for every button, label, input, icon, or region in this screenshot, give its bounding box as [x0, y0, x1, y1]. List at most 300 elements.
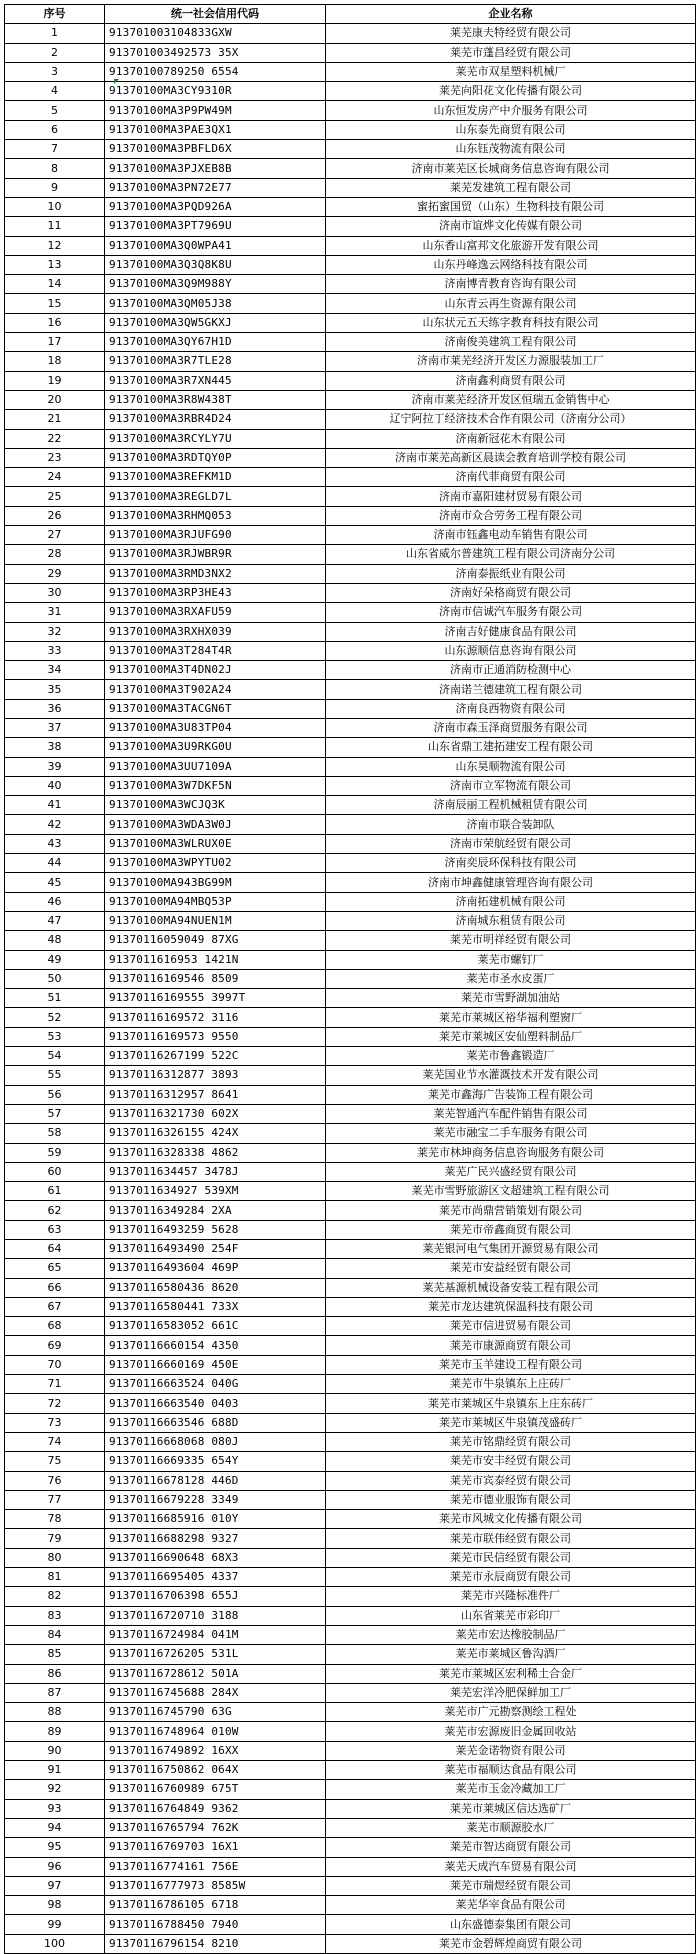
row-credit-code: 91370100MA3T4DN02J — [105, 661, 326, 680]
row-company-name: 莱芜市牛泉镇东上庄砖厂 — [326, 1375, 696, 1394]
row-credit-code: 91370100MA94NUEN1M — [105, 911, 326, 930]
row-company-name: 莱芜市莱城区信达选矿厂 — [326, 1799, 696, 1818]
row-credit-code: 91370100MA3QM05J38 — [105, 294, 326, 313]
table-row — [5, 1838, 696, 1857]
row-company-name: 济南鑫利商贸有限公司 — [326, 371, 696, 390]
row-company-name: 济南好朵格商贸有限公司 — [326, 583, 696, 602]
table-row — [5, 1432, 696, 1451]
row-serial-number: 89 — [5, 1722, 105, 1741]
row-credit-code: 91370100MA3WCJQ3K — [105, 796, 326, 815]
table-body — [5, 24, 696, 1954]
row-credit-code: 91370116695405 4337 — [105, 1568, 326, 1587]
row-credit-code: 91370116748964 010W — [105, 1722, 326, 1741]
row-company-name: 莱芜市安丰经贸有限公司 — [326, 1452, 696, 1471]
table-row — [5, 1201, 696, 1220]
table-row — [5, 989, 696, 1008]
row-serial-number: 54 — [5, 1047, 105, 1066]
row-serial-number: 9 — [5, 178, 105, 197]
row-credit-code: 91370116169555 3997T — [105, 989, 326, 1008]
row-credit-code: 91370116777973 8585W — [105, 1876, 326, 1895]
row-serial-number: 2 — [5, 43, 105, 62]
row-credit-code: 91370100MA943BG99M — [105, 873, 326, 892]
row-serial-number: 57 — [5, 1104, 105, 1123]
row-credit-code: 91370100MA3TACGN6T — [105, 699, 326, 718]
row-company-name: 莱芜市融宝二手车服务有限公司 — [326, 1124, 696, 1143]
table-row — [5, 255, 696, 274]
row-company-name: 莱芜市雪野湖加油站 — [326, 989, 696, 1008]
table-row — [5, 834, 696, 853]
table-row — [5, 1066, 696, 1085]
row-credit-code: 91370100MA3PT7969U — [105, 217, 326, 236]
table-row — [5, 776, 696, 795]
row-serial-number: 30 — [5, 583, 105, 602]
row-serial-number: 43 — [5, 834, 105, 853]
row-credit-code: 91370100MA3WDA3W0J — [105, 815, 326, 834]
row-serial-number: 28 — [5, 545, 105, 564]
row-credit-code: 91370116660169 450E — [105, 1355, 326, 1374]
row-credit-code: 91370116663524 040G — [105, 1375, 326, 1394]
table-row — [5, 448, 696, 467]
header-row — [5, 5, 696, 24]
row-company-name: 济南俊美建筑工程有限公司 — [326, 333, 696, 352]
row-serial-number: 25 — [5, 487, 105, 506]
row-serial-number: 72 — [5, 1394, 105, 1413]
row-company-name: 山东源顺信息咨询有限公司 — [326, 641, 696, 660]
row-company-name: 莱芜市信进贸易有限公司 — [326, 1317, 696, 1336]
row-serial-number: 22 — [5, 429, 105, 448]
row-company-name: 莱芜市莱城区牛泉镇东上庄东砖厂 — [326, 1394, 696, 1413]
row-credit-code: 91370116583052 661C — [105, 1317, 326, 1336]
table-row — [5, 294, 696, 313]
row-company-name: 济南市莱芜高新区晨读会教育培训学校有限公司 — [326, 448, 696, 467]
table-row — [5, 429, 696, 448]
row-company-name: 山东省鼎工建拓建安工程有限公司 — [326, 738, 696, 757]
row-company-name: 莱芜向阳花文化传播有限公司 — [326, 82, 696, 101]
row-company-name: 莱芜市帝鑫商贸有限公司 — [326, 1220, 696, 1239]
row-company-name: 莱芜市宏达橡胶制品厂 — [326, 1625, 696, 1644]
table-row — [5, 545, 696, 564]
table-row — [5, 1741, 696, 1760]
row-credit-code: 91370116728612 501A — [105, 1664, 326, 1683]
row-company-name: 莱芜市玉金冷藏加工厂 — [326, 1780, 696, 1799]
table-row — [5, 1529, 696, 1548]
table-row — [5, 1104, 696, 1123]
table-row — [5, 1915, 696, 1934]
row-company-name: 济南市荣航经贸有限公司 — [326, 834, 696, 853]
row-company-name: 莱芜市瑞煜经贸有限公司 — [326, 1876, 696, 1895]
table-row — [5, 1394, 696, 1413]
row-credit-code: 91370116169546 8509 — [105, 969, 326, 988]
row-company-name: 济南拓建机械有限公司 — [326, 892, 696, 911]
row-serial-number: 42 — [5, 815, 105, 834]
table-row — [5, 410, 696, 429]
row-serial-number: 59 — [5, 1143, 105, 1162]
row-serial-number: 16 — [5, 313, 105, 332]
row-credit-code: 91370116720710 3188 — [105, 1606, 326, 1625]
table-row — [5, 275, 696, 294]
row-company-name: 济南市众合劳务工程有限公司 — [326, 506, 696, 525]
row-company-name: 莱芜市康源商贸有限公司 — [326, 1336, 696, 1355]
row-serial-number: 29 — [5, 564, 105, 583]
row-credit-code: 91370116660154 4350 — [105, 1336, 326, 1355]
row-serial-number: 90 — [5, 1741, 105, 1760]
row-serial-number: 81 — [5, 1568, 105, 1587]
row-company-name: 莱芜市顺源胶水厂 — [326, 1818, 696, 1837]
row-credit-code: 91370100MA3QY67H1D — [105, 333, 326, 352]
row-serial-number: 3 — [5, 62, 105, 81]
row-serial-number: 20 — [5, 390, 105, 409]
row-serial-number: 93 — [5, 1799, 105, 1818]
table-row — [5, 950, 696, 969]
row-company-name: 济南市坤鑫健康管理咨询有限公司 — [326, 873, 696, 892]
row-serial-number: 5 — [5, 101, 105, 120]
table-row — [5, 680, 696, 699]
row-credit-code: 91370100MA3REGLD7L — [105, 487, 326, 506]
row-serial-number: 78 — [5, 1510, 105, 1529]
row-company-name: 济南市立军物流有限公司 — [326, 776, 696, 795]
row-credit-code: 91370116685916 010Y — [105, 1510, 326, 1529]
row-serial-number: 6 — [5, 120, 105, 139]
table-row — [5, 1413, 696, 1432]
table-row — [5, 1355, 696, 1374]
table-row — [5, 1124, 696, 1143]
row-credit-code: 91370116726205 531L — [105, 1645, 326, 1664]
table-row — [5, 333, 696, 352]
row-serial-number: 55 — [5, 1066, 105, 1085]
table-row — [5, 796, 696, 815]
table-row — [5, 1761, 696, 1780]
row-serial-number: 21 — [5, 410, 105, 429]
row-credit-code: 91370100MA3PJXEB8B — [105, 159, 326, 178]
row-serial-number: 84 — [5, 1625, 105, 1644]
row-credit-code: 91370100MA3PQD926A — [105, 197, 326, 216]
row-credit-code: 91370116764849 9362 — [105, 1799, 326, 1818]
row-company-name: 莱芜市圣水皮蛋厂 — [326, 969, 696, 988]
row-serial-number: 67 — [5, 1297, 105, 1316]
row-company-name: 莱芜市风城文化传播有限公司 — [326, 1510, 696, 1529]
table-row — [5, 854, 696, 873]
table-row — [5, 371, 696, 390]
row-serial-number: 77 — [5, 1490, 105, 1509]
table-row — [5, 1780, 696, 1799]
table-row — [5, 159, 696, 178]
row-credit-code: 91370100MA3P9PW49M — [105, 101, 326, 120]
table-row — [5, 236, 696, 255]
table-row — [5, 1664, 696, 1683]
row-company-name: 济南市莱芜经济开发区力源服装加工厂 — [326, 352, 696, 371]
row-serial-number: 14 — [5, 275, 105, 294]
row-credit-code: 91370100MA3PBFLD6X — [105, 140, 326, 159]
row-company-name: 莱芜市宏源废旧金属回收站 — [326, 1722, 696, 1741]
table-row — [5, 1548, 696, 1567]
table-row — [5, 1240, 696, 1259]
row-company-name: 济南市莱芜经济开发区恒瑞五金销售中心 — [326, 390, 696, 409]
row-serial-number: 87 — [5, 1683, 105, 1702]
row-serial-number: 74 — [5, 1432, 105, 1451]
row-company-name: 济南良西物资有限公司 — [326, 699, 696, 718]
row-company-name: 莱芜智通汽车配件销售有限公司 — [326, 1104, 696, 1123]
table-row — [5, 1587, 696, 1606]
row-serial-number: 17 — [5, 333, 105, 352]
row-credit-code: 91370116796154 8210 — [105, 1934, 326, 1953]
table-row — [5, 1606, 696, 1625]
table-row — [5, 506, 696, 525]
row-serial-number: 70 — [5, 1355, 105, 1374]
row-credit-code: 91370116745688 284X — [105, 1683, 326, 1702]
row-credit-code: 91370116328338 4862 — [105, 1143, 326, 1162]
row-serial-number: 50 — [5, 969, 105, 988]
row-credit-code: 91370100MA3CY9310R — [105, 82, 326, 101]
row-company-name: 莱芜金诺物资有限公司 — [326, 1741, 696, 1760]
table-row — [5, 815, 696, 834]
header-serial-number: 序号 — [5, 5, 105, 24]
row-company-name: 莱芜基源机械设备安装工程有限公司 — [326, 1278, 696, 1297]
row-company-name: 莱芜国业节水灌溉技术开发有限公司 — [326, 1066, 696, 1085]
row-serial-number: 33 — [5, 641, 105, 660]
table-row — [5, 1336, 696, 1355]
row-serial-number: 10 — [5, 197, 105, 216]
row-credit-code: 91370116663540 0403 — [105, 1394, 326, 1413]
row-credit-code: 91370116706398 655J — [105, 1587, 326, 1606]
row-credit-code: 91370100MA3RXHX039 — [105, 622, 326, 641]
row-serial-number: 63 — [5, 1220, 105, 1239]
row-credit-code: 91370116678128 446D — [105, 1471, 326, 1490]
row-company-name: 济南市森玉泽商贸服务有限公司 — [326, 718, 696, 737]
table-row — [5, 1490, 696, 1509]
row-company-name: 济南博青教育咨询有限公司 — [326, 275, 696, 294]
row-company-name: 莱芜市铭鼎经贸有限公司 — [326, 1432, 696, 1451]
row-credit-code: 91370100MA3RMD3NX2 — [105, 564, 326, 583]
row-credit-code: 91370100MA3Q9M988Y — [105, 275, 326, 294]
row-credit-code: 91370100MA3RXAFU59 — [105, 603, 326, 622]
row-serial-number: 11 — [5, 217, 105, 236]
row-serial-number: 38 — [5, 738, 105, 757]
row-company-name: 山东泰先商贸有限公司 — [326, 120, 696, 139]
table-row — [5, 1857, 696, 1876]
row-serial-number: 53 — [5, 1027, 105, 1046]
row-serial-number: 47 — [5, 911, 105, 930]
row-serial-number: 44 — [5, 854, 105, 873]
table-row — [5, 468, 696, 487]
row-credit-code: 91370100MA3U83TP04 — [105, 718, 326, 737]
row-company-name: 山东省莱芜市彩印厂 — [326, 1606, 696, 1625]
row-company-name: 山东昊顺物流有限公司 — [326, 757, 696, 776]
table-row — [5, 564, 696, 583]
row-company-name: 莱芜市玉羊建设工程有限公司 — [326, 1355, 696, 1374]
row-serial-number: 76 — [5, 1471, 105, 1490]
row-credit-code: 9137011634457 3478J — [105, 1162, 326, 1181]
row-credit-code: 91370116493604 469P — [105, 1259, 326, 1278]
table-row — [5, 1162, 696, 1181]
row-company-name: 莱芜市德业服饰有限公司 — [326, 1490, 696, 1509]
row-company-name: 济南城东租赁有限公司 — [326, 911, 696, 930]
row-credit-code: 91370116679228 3349 — [105, 1490, 326, 1509]
row-company-name: 济南泰振纸业有限公司 — [326, 564, 696, 583]
table-row — [5, 1510, 696, 1529]
row-serial-number: 97 — [5, 1876, 105, 1895]
table-row — [5, 1568, 696, 1587]
row-company-name: 莱芜市兴隆标准件厂 — [326, 1587, 696, 1606]
row-company-name: 莱芜市莱城区宏利稀土合金厂 — [326, 1664, 696, 1683]
row-credit-code: 91370100MA3RBR4D24 — [105, 410, 326, 429]
row-company-name: 莱芜市龙达建筑保温科技有限公司 — [326, 1297, 696, 1316]
table-row — [5, 738, 696, 757]
row-serial-number: 19 — [5, 371, 105, 390]
table-row — [5, 1799, 696, 1818]
row-company-name: 莱芜市莱城区安仙塑料制品厂 — [326, 1027, 696, 1046]
table-row — [5, 1143, 696, 1162]
row-company-name: 莱芜市莱城区鲁沟酒厂 — [326, 1645, 696, 1664]
row-company-name: 莱芜市永辰商贸有限公司 — [326, 1568, 696, 1587]
row-credit-code: 91370100789250 6554 — [105, 62, 326, 81]
table-row — [5, 1471, 696, 1490]
row-credit-code: 91370100MA3PN72E77 — [105, 178, 326, 197]
row-credit-code: 91370100MA3T902A24 — [105, 680, 326, 699]
table-row — [5, 757, 696, 776]
row-credit-code: 91370116690648 68X3 — [105, 1548, 326, 1567]
row-credit-code: 91370100MA3RJUFG90 — [105, 526, 326, 545]
row-serial-number: 56 — [5, 1085, 105, 1104]
row-serial-number: 52 — [5, 1008, 105, 1027]
row-serial-number: 71 — [5, 1375, 105, 1394]
row-company-name: 莱芜宏洋冷肥保鲜加工厂 — [326, 1683, 696, 1702]
table-row — [5, 1683, 696, 1702]
row-credit-code: 91370116169573 9550 — [105, 1027, 326, 1046]
table-row — [5, 718, 696, 737]
table-row — [5, 1297, 696, 1316]
table-row — [5, 1278, 696, 1297]
row-company-name: 莱芜康夫特经贸有限公司 — [326, 24, 696, 43]
table-row — [5, 1876, 696, 1895]
row-credit-code: 91370116169572 3116 — [105, 1008, 326, 1027]
row-company-name: 济南市谊烨文化传媒有限公司 — [326, 217, 696, 236]
row-company-name: 莱芜市双星塑料机械厂 — [326, 62, 696, 81]
table-row — [5, 873, 696, 892]
row-credit-code: 91370116580441 733X — [105, 1297, 326, 1316]
row-credit-code: 91370116786105 6718 — [105, 1896, 326, 1915]
row-credit-code: 91370100MA3R7XN445 — [105, 371, 326, 390]
table-row — [5, 622, 696, 641]
table-row — [5, 583, 696, 602]
row-serial-number: 31 — [5, 603, 105, 622]
row-credit-code: 91370100MA3RHMQ053 — [105, 506, 326, 525]
row-credit-code: 91370116688298 9327 — [105, 1529, 326, 1548]
row-serial-number: 96 — [5, 1857, 105, 1876]
row-serial-number: 24 — [5, 468, 105, 487]
row-company-name: 莱芜市联伟经贸有限公司 — [326, 1529, 696, 1548]
row-serial-number: 1 — [5, 24, 105, 43]
row-serial-number: 62 — [5, 1201, 105, 1220]
table-row — [5, 641, 696, 660]
row-credit-code: 91370100MA3Q3Q8K8U — [105, 255, 326, 274]
row-company-name: 山东钰茂物流有限公司 — [326, 140, 696, 159]
row-serial-number: 66 — [5, 1278, 105, 1297]
row-company-name: 山东丹峰逸云网络科技有限公司 — [326, 255, 696, 274]
row-company-name: 莱芜天成汽车贸易有限公司 — [326, 1857, 696, 1876]
table-row — [5, 24, 696, 43]
table-row — [5, 1317, 696, 1336]
row-company-name: 莱芜市尚鼎营销策划有限公司 — [326, 1201, 696, 1220]
row-serial-number: 75 — [5, 1452, 105, 1471]
row-credit-code: 91370116669335 654Y — [105, 1452, 326, 1471]
row-serial-number: 73 — [5, 1413, 105, 1432]
row-company-name: 莱芜市蓬昌经贸有限公司 — [326, 43, 696, 62]
table-row — [5, 931, 696, 950]
row-serial-number: 99 — [5, 1915, 105, 1934]
row-company-name: 山东恒发房产中介服务有限公司 — [326, 101, 696, 120]
table-row — [5, 1375, 696, 1394]
row-credit-code: 91370100MA3Q0WPA41 — [105, 236, 326, 255]
table-row — [5, 1625, 696, 1644]
row-credit-code: 91370100MA3RP3HE43 — [105, 583, 326, 602]
row-company-name: 济南市信诚汽车服务有限公司 — [326, 603, 696, 622]
table-row — [5, 699, 696, 718]
row-serial-number: 69 — [5, 1336, 105, 1355]
row-credit-code: 91370116765794 762K — [105, 1818, 326, 1837]
table-row — [5, 603, 696, 622]
table-row — [5, 313, 696, 332]
row-serial-number: 80 — [5, 1548, 105, 1567]
row-credit-code: 91370116059049 87XG — [105, 931, 326, 950]
row-serial-number: 35 — [5, 680, 105, 699]
table-row — [5, 1703, 696, 1722]
row-serial-number: 91 — [5, 1761, 105, 1780]
row-company-name: 济南新冠花木有限公司 — [326, 429, 696, 448]
row-serial-number: 26 — [5, 506, 105, 525]
row-credit-code: 91370116749892 16XX — [105, 1741, 326, 1760]
table-row — [5, 1182, 696, 1201]
row-company-name: 山东青云再生资源有限公司 — [326, 294, 696, 313]
row-serial-number: 94 — [5, 1818, 105, 1837]
table-row — [5, 487, 696, 506]
row-credit-code: 91370116493259 5628 — [105, 1220, 326, 1239]
enterprise-table-sheet — [4, 4, 695, 1954]
row-serial-number: 39 — [5, 757, 105, 776]
row-serial-number: 36 — [5, 699, 105, 718]
row-serial-number: 82 — [5, 1587, 105, 1606]
row-serial-number: 13 — [5, 255, 105, 274]
table-row — [5, 1259, 696, 1278]
row-credit-code: 91370116724984 041M — [105, 1625, 326, 1644]
table-row — [5, 197, 696, 216]
table-row — [5, 1452, 696, 1471]
table-row — [5, 661, 696, 680]
row-serial-number: 45 — [5, 873, 105, 892]
row-serial-number: 48 — [5, 931, 105, 950]
row-credit-code: 91370116788450 7940 — [105, 1915, 326, 1934]
table-row — [5, 1818, 696, 1837]
enterprise-table — [4, 4, 696, 1954]
row-credit-code: 91370116312957 8641 — [105, 1085, 326, 1104]
table-row — [5, 352, 696, 371]
row-serial-number: 46 — [5, 892, 105, 911]
row-credit-code: 91370100MA3WLRUX0E — [105, 834, 326, 853]
row-company-name: 莱芜市宾泰经贸有限公司 — [326, 1471, 696, 1490]
row-serial-number: 15 — [5, 294, 105, 313]
row-company-name: 济南吉好健康食品有限公司 — [326, 622, 696, 641]
table-row — [5, 892, 696, 911]
row-company-name: 济南辰丽工程机械租赁有限公司 — [326, 796, 696, 815]
table-row — [5, 62, 696, 81]
cell-comment-marker — [114, 79, 119, 84]
row-credit-code: 91370100MA3RJWBR9R — [105, 545, 326, 564]
row-credit-code: 91370116774161 756E — [105, 1857, 326, 1876]
table-row — [5, 1722, 696, 1741]
row-credit-code: 91370116493490 254F — [105, 1240, 326, 1259]
table-row — [5, 101, 696, 120]
row-company-name: 莱芜市鑫海广告装饰工程有限公司 — [326, 1085, 696, 1104]
row-credit-code: 91370100MA3QW5GKXJ — [105, 313, 326, 332]
